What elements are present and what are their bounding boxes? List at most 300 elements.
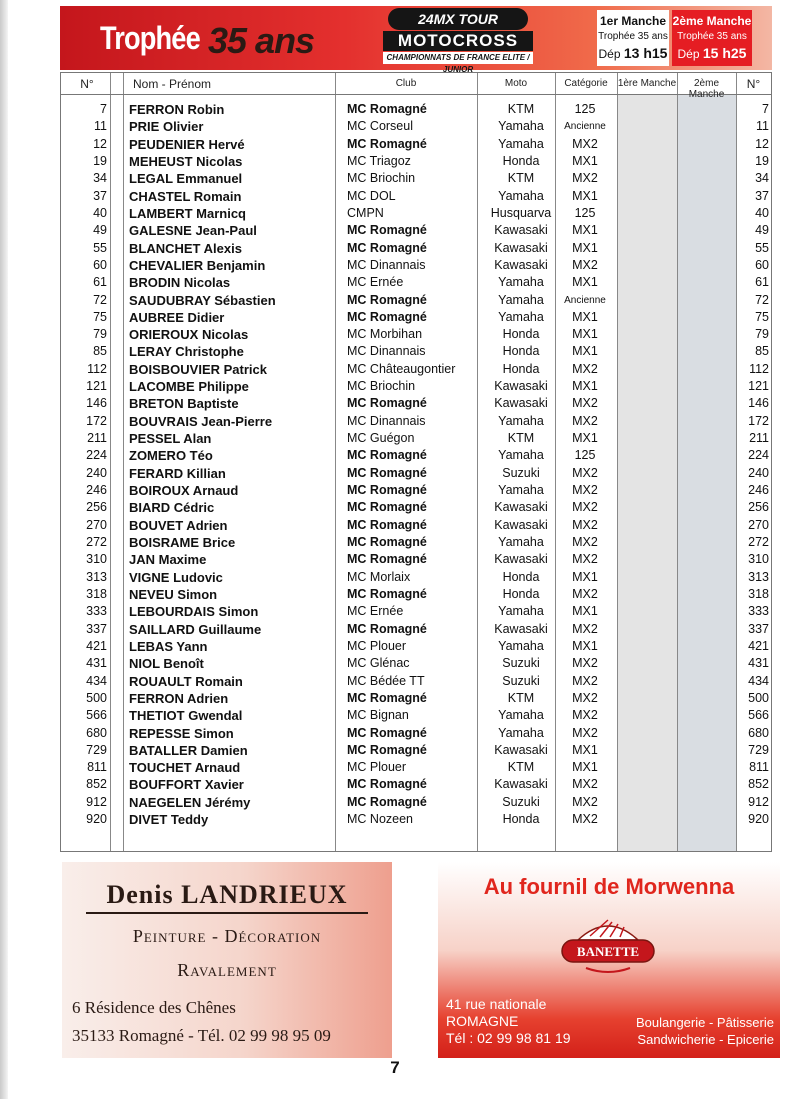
rider-number: 112 [87, 361, 107, 376]
table-row [61, 292, 771, 309]
rider-club: MC DOL [347, 188, 396, 203]
rider-number: 40 [93, 205, 107, 220]
rider-category: MX2 [572, 361, 598, 376]
rider-name: MEHEUST Nicolas [129, 153, 243, 169]
rider-moto: Kawasaki [494, 223, 548, 238]
rider-category: 125 [574, 102, 596, 116]
rider-club: MC Bignan [347, 708, 409, 723]
rider-moto: Suzuki [502, 673, 540, 688]
first-race-title: 1er Manche [599, 14, 667, 28]
rider-club: MC Morbihan [347, 327, 423, 342]
rider-moto: Suzuki [502, 794, 540, 809]
rider-number-right: 121 [748, 379, 769, 394]
rider-club: MC Corseul [347, 119, 413, 134]
page-number: 7 [390, 1058, 400, 1077]
rider-number-right: 85 [755, 344, 769, 359]
rider-club: MC Briochin [347, 171, 416, 186]
rider-club: MC Romagné [347, 690, 427, 705]
table-row [61, 378, 771, 395]
table-row [61, 430, 771, 447]
rider-name: PRIE Olivier [129, 119, 204, 135]
table-row [61, 118, 771, 135]
rider-moto: Kawasaki [494, 396, 548, 411]
table-row [61, 707, 771, 724]
first-race-time-line [597, 44, 669, 63]
rider-club: MC Plouer [347, 638, 407, 653]
rider-category: MX1 [572, 223, 598, 238]
rider-number-right: 240 [748, 465, 769, 480]
rider-category: MX1 [572, 760, 598, 775]
rider-category: 125 [574, 205, 596, 220]
painter-service-1: Peinture - Décoration [132, 926, 322, 946]
rider-number-right: 256 [748, 500, 769, 515]
rider-moto: Kawasaki [494, 240, 548, 255]
header-second-race: 2ème Manche [688, 78, 725, 100]
rider-name: VIGNE Ludovic [129, 569, 223, 585]
rider-number-right: 500 [748, 690, 769, 705]
rider-category: MX2 [572, 517, 598, 532]
rider-name: GALESNE Jean-Paul [129, 223, 257, 239]
rider-club: MC Romagné [347, 309, 427, 324]
rider-category: MX2 [572, 483, 598, 498]
rider-number: 337 [86, 621, 107, 636]
table-row [61, 413, 771, 430]
rider-category: Ancienne [564, 294, 606, 306]
title-word: Trophée [100, 20, 200, 56]
painter-address-2: 35133 Romagné - Tél. 02 99 98 95 09 [72, 1026, 331, 1045]
rider-name: ORIEROUX Nicolas [129, 327, 249, 343]
rider-category: MX2 [572, 396, 598, 411]
rider-number-right: 270 [748, 517, 769, 532]
rider-number-right: 79 [755, 327, 769, 342]
rider-number: 272 [86, 535, 107, 549]
rider-category: MX1 [572, 188, 598, 203]
table-row [61, 725, 771, 742]
table-row [61, 603, 771, 620]
rider-club: MC Briochin [347, 379, 416, 394]
rider-number: 11 [94, 119, 107, 134]
rider-club: MC Ernée [347, 275, 404, 290]
rider-club: MC Triagoz [347, 153, 411, 168]
table-row [61, 153, 771, 170]
table-row [61, 517, 771, 534]
rider-number-right: 61 [755, 275, 769, 290]
rider-number: 912 [86, 794, 107, 809]
rider-name: NIOL Benoît [129, 656, 204, 672]
rider-moto: Kawasaki [494, 517, 548, 532]
second-race-dep-label: Dép [677, 47, 700, 61]
rider-category: MX2 [572, 708, 598, 723]
bakery-phone: Tél : 02 99 98 81 19 [446, 1030, 571, 1046]
rider-category: MX2 [572, 535, 598, 549]
table-row [61, 499, 771, 516]
rider-club: MC Morlaix [347, 569, 411, 584]
table-row [61, 742, 771, 759]
rider-moto: KTM [507, 171, 535, 186]
table-row [61, 257, 771, 274]
rider-category: MX1 [572, 379, 598, 394]
rider-club: MC Bédée TT [347, 673, 425, 688]
rider-name: BATALLER Damien [129, 742, 248, 758]
rider-number-right: 811 [749, 760, 769, 775]
painter-name-underline [86, 912, 368, 914]
rider-number-right: 19 [755, 153, 769, 168]
rider-category: MX2 [572, 621, 598, 636]
header-banner [60, 6, 772, 74]
painter-service-2: Ravalement [177, 960, 277, 980]
rider-name: BIARD Cédric [129, 500, 215, 516]
rider-club: MC Romagné [347, 292, 427, 307]
table-row [61, 274, 771, 291]
rider-club: MC Romagné [347, 552, 427, 567]
rider-number: 146 [86, 396, 107, 411]
table-row [61, 205, 771, 222]
rider-number-right: 34 [755, 171, 769, 186]
rider-category: MX1 [572, 344, 598, 359]
rider-name: DIVET Teddy [129, 812, 209, 828]
bakery-advertisement [438, 862, 780, 1058]
rider-moto: Kawasaki [494, 552, 548, 567]
rider-club: MC Glénac [347, 656, 410, 671]
rider-number-right: 146 [748, 396, 769, 411]
rider-number: 211 [87, 431, 107, 446]
rider-category: MX2 [572, 690, 598, 705]
painter-name: Denis LANDRIEUX [106, 880, 348, 909]
second-race-title: 2ème Manche [672, 14, 752, 28]
rider-moto: Honda [502, 812, 540, 827]
title-number: 35 ans [208, 20, 315, 61]
rider-category: MX2 [572, 656, 598, 671]
table-row [61, 482, 771, 499]
rider-number: 318 [86, 586, 107, 601]
table-row [61, 673, 771, 690]
rider-category: MX2 [572, 136, 598, 151]
rider-club: MC Romagné [347, 794, 427, 809]
rider-number: 310 [86, 552, 107, 567]
table-row [61, 465, 771, 482]
rider-club: MC Châteaugontier [347, 361, 456, 376]
rider-name: THETIOT Gwendal [129, 708, 243, 724]
rider-club: MC Romagné [347, 223, 427, 238]
rider-category: MX2 [572, 725, 598, 740]
rider-moto: Honda [502, 586, 540, 601]
rider-name: NEVEU Simon [129, 586, 218, 602]
rider-number-right: 310 [748, 552, 769, 567]
rider-club: MC Plouer [347, 760, 407, 775]
rider-category: MX2 [572, 552, 598, 567]
rider-name: LERAY Christophe [129, 344, 244, 360]
header-first-race: 1ère Manche [617, 78, 677, 89]
rider-category: MX2 [572, 465, 598, 480]
rider-name: AUBREE Didier [129, 309, 225, 325]
rider-category: MX2 [572, 812, 598, 827]
rider-number-right: 912 [748, 794, 769, 809]
rider-club: MC Romagné [347, 517, 427, 532]
rider-category: MX1 [572, 240, 598, 255]
rider-number-right: 75 [755, 309, 769, 324]
logo-main-text: MOTOCROSS [383, 31, 533, 51]
rider-category: MX2 [572, 413, 598, 428]
rider-moto: Yamaha [498, 119, 544, 134]
rider-number-right: 55 [755, 240, 769, 255]
table-row [61, 188, 771, 205]
page-spine [0, 0, 8, 1099]
table-row [61, 343, 771, 360]
rider-name: LEGAL Emmanuel [129, 171, 243, 187]
rider-number: 246 [86, 483, 107, 498]
rider-club: MC Romagné [347, 586, 427, 601]
rider-moto: Suzuki [502, 656, 540, 671]
rider-number: 61 [93, 275, 107, 290]
rider-club: MC Romagné [347, 742, 427, 757]
rider-moto: Yamaha [498, 448, 544, 463]
rider-moto: Yamaha [498, 413, 544, 428]
rider-category: MX1 [572, 431, 598, 446]
rider-name: FERRON Adrien [129, 690, 229, 706]
rider-moto: KTM [507, 760, 535, 775]
rider-number: 333 [86, 604, 107, 619]
rider-number: 60 [93, 257, 107, 272]
header-number-right: N° [746, 77, 761, 91]
table-row [61, 638, 771, 655]
rider-number-right: 333 [748, 604, 769, 619]
rider-name: CHASTEL Romain [129, 188, 242, 204]
table-row [61, 621, 771, 638]
rider-club: CMPN [347, 205, 384, 220]
rider-number-right: 40 [755, 205, 769, 220]
rider-moto: Honda [502, 569, 540, 584]
rider-club: MC Romagné [347, 102, 427, 116]
rider-moto: Husquarva [490, 205, 552, 220]
bakery-service-1: Boulangerie - Pâtisserie [635, 1015, 774, 1030]
header-moto: Moto [504, 78, 528, 89]
rider-number: 566 [86, 708, 107, 723]
rider-moto: Honda [502, 344, 540, 359]
rider-moto: Yamaha [498, 136, 544, 151]
rider-category: MX1 [572, 604, 598, 619]
rider-name: LACOMBE Philippe [129, 379, 249, 395]
rider-club: MC Romagné [347, 621, 427, 636]
rider-moto: Yamaha [498, 535, 544, 549]
second-race-time-line [672, 44, 752, 63]
rider-name: BOUVET Adrien [129, 517, 228, 533]
rider-moto: KTM [507, 431, 535, 446]
rider-category: MX2 [572, 794, 598, 809]
rider-number: 224 [86, 448, 107, 463]
rider-number-right: 172 [748, 413, 769, 428]
rider-moto: Honda [502, 361, 540, 376]
rider-name: ZOMERO Téo [129, 448, 213, 464]
rider-number-right: 434 [748, 673, 769, 688]
rider-moto: Yamaha [498, 188, 544, 203]
rider-moto: KTM [507, 690, 535, 705]
rider-number-right: 37 [755, 188, 769, 203]
rider-number-right: 60 [755, 257, 769, 272]
logo-tour-text: 24MX TOUR [388, 8, 528, 30]
rider-moto: Kawasaki [494, 379, 548, 394]
rider-moto: Kawasaki [494, 621, 548, 636]
rider-moto: Honda [502, 153, 540, 168]
rider-number-right: 680 [748, 725, 769, 740]
rider-club: MC Ernée [347, 604, 404, 619]
rider-number-right: 318 [748, 586, 769, 601]
rider-category: MX2 [572, 171, 598, 186]
rider-number-right: 112 [749, 361, 769, 376]
rider-number: 270 [86, 517, 107, 532]
rider-number: 680 [86, 725, 107, 740]
rider-number-right: 12 [755, 136, 769, 151]
rider-name: TOUCHET Arnaud [129, 760, 241, 776]
rider-number: 729 [86, 742, 107, 757]
first-race-dep-label: Dép [598, 47, 621, 61]
rider-moto: Yamaha [498, 708, 544, 723]
rider-club: MC Romagné [347, 725, 427, 740]
rider-moto: Yamaha [498, 292, 544, 307]
rider-number-right: 49 [755, 223, 769, 238]
rider-name: FERRON Robin [129, 102, 225, 117]
rider-category: MX2 [572, 673, 598, 688]
rider-club: MC Dinannais [347, 344, 426, 359]
bakery-address-1: 41 rue nationale [446, 996, 547, 1012]
rider-number: 37 [93, 188, 107, 203]
rider-moto: Kawasaki [494, 500, 548, 515]
rider-name: BRETON Baptiste [129, 396, 239, 412]
rider-moto: Kawasaki [494, 742, 548, 757]
rider-category: MX1 [572, 742, 598, 757]
table-row [61, 551, 771, 568]
rider-name: BLANCHET Alexis [129, 240, 242, 256]
rider-category: MX1 [572, 153, 598, 168]
rider-number: 34 [93, 171, 107, 186]
header-category: Catégorie [564, 78, 608, 89]
table-row [61, 309, 771, 326]
rider-name: BOISBOUVIER Patrick [129, 361, 267, 377]
rider-moto: Kawasaki [494, 257, 548, 272]
rider-number-right: 421 [748, 638, 769, 653]
rider-number: 79 [93, 327, 107, 342]
rider-club: MC Nozeen [347, 812, 413, 827]
rider-category: MX2 [572, 257, 598, 272]
rider-number: 500 [86, 690, 107, 705]
rider-name: BOIROUX Arnaud [129, 483, 239, 499]
rider-club: MC Dinannais [347, 257, 426, 272]
rider-number: 121 [86, 379, 107, 394]
second-race-box [672, 10, 752, 66]
rider-category: MX1 [572, 327, 598, 342]
header-name: Nom - Prénom [133, 77, 212, 91]
rider-club: MC Romagné [347, 396, 427, 411]
rider-name: LEBOURDAIS Simon [129, 604, 259, 620]
rider-club: MC Romagné [347, 777, 427, 792]
rider-number: 7 [100, 102, 107, 116]
rider-number-right: 272 [748, 535, 769, 549]
rider-number: 85 [93, 344, 107, 359]
table-row [61, 136, 771, 153]
rider-number-right: 920 [748, 812, 769, 827]
rider-number-right: 211 [749, 431, 769, 446]
rider-name: FERARD Killian [129, 465, 226, 481]
banette-logo-icon [556, 910, 660, 980]
rider-category: MX2 [572, 586, 598, 601]
rider-name: PEUDENIER Hervé [129, 136, 245, 152]
rider-club: MC Romagné [347, 240, 427, 255]
table-row [61, 759, 771, 776]
header-number: N° [80, 77, 94, 91]
rider-club: MC Romagné [347, 483, 427, 498]
rider-number: 172 [86, 413, 107, 428]
rider-club: MC Dinannais [347, 413, 426, 428]
rider-category: MX1 [572, 569, 598, 584]
rider-moto: Honda [502, 327, 540, 342]
rider-category: 125 [574, 448, 596, 463]
table-row [61, 655, 771, 672]
rider-number: 852 [86, 777, 107, 792]
rider-number-right: 852 [748, 777, 769, 792]
rider-moto: KTM [507, 102, 535, 116]
rider-club: MC Guégon [347, 431, 415, 446]
table-row [61, 222, 771, 239]
table-row [61, 776, 771, 793]
rider-number-right: 11 [756, 119, 769, 134]
table-row [61, 690, 771, 707]
rider-name: JAN Maxime [129, 552, 207, 568]
table-row [61, 170, 771, 187]
logo-sub-text: CHAMPIONNATS DE FRANCE ELITE / JUNIOR [383, 52, 533, 64]
rider-moto: Yamaha [498, 638, 544, 653]
rider-name: PESSEL Alan [129, 431, 212, 447]
rider-moto: Kawasaki [494, 777, 548, 792]
rider-number: 313 [86, 569, 107, 584]
header-club: Club [395, 78, 417, 89]
rider-name: LEBAS Yann [129, 638, 208, 654]
rider-club: MC Romagné [347, 448, 427, 463]
table-row [61, 326, 771, 343]
motocross-logo [382, 8, 534, 74]
table-row [61, 240, 771, 257]
rider-number-right: 729 [748, 742, 769, 757]
rider-club: MC Romagné [347, 500, 427, 515]
rider-number: 256 [86, 500, 107, 515]
painter-address-1: 6 Résidence des Chênes [72, 998, 236, 1017]
bakery-service-2: Sandwicherie - Epicerie [637, 1032, 774, 1047]
rider-number: 49 [93, 223, 107, 238]
table-row [61, 101, 771, 118]
rider-category: MX2 [572, 777, 598, 792]
bakery-address-2: ROMAGNE [446, 1013, 519, 1029]
rider-number-right: 337 [748, 621, 769, 636]
rider-name: BOUFFORT Xavier [129, 777, 244, 793]
rider-name: REPESSE Simon [129, 725, 234, 741]
rider-moto: Suzuki [502, 465, 540, 480]
second-race-time: 15 h25 [702, 45, 747, 61]
rider-number-right: 7 [762, 102, 769, 116]
rider-category: MX1 [572, 638, 598, 653]
rider-number: 240 [86, 465, 107, 480]
rider-name: SAUDUBRAY Sébastien [129, 292, 276, 308]
first-race-time: 13 h15 [623, 45, 668, 61]
rider-number: 811 [87, 760, 107, 775]
rider-name: NAEGELEN Jérémy [129, 794, 251, 810]
table-row [61, 447, 771, 464]
rider-number-right: 224 [748, 448, 769, 463]
rider-moto: Yamaha [498, 725, 544, 740]
rider-name: BOUVRAIS Jean-Pierre [129, 413, 273, 429]
first-race-subtitle: Trophée 35 ans [598, 31, 668, 42]
table-row [61, 794, 771, 811]
rider-number-right: 431 [748, 656, 769, 671]
table-row [61, 586, 771, 603]
rider-number: 55 [93, 240, 107, 255]
